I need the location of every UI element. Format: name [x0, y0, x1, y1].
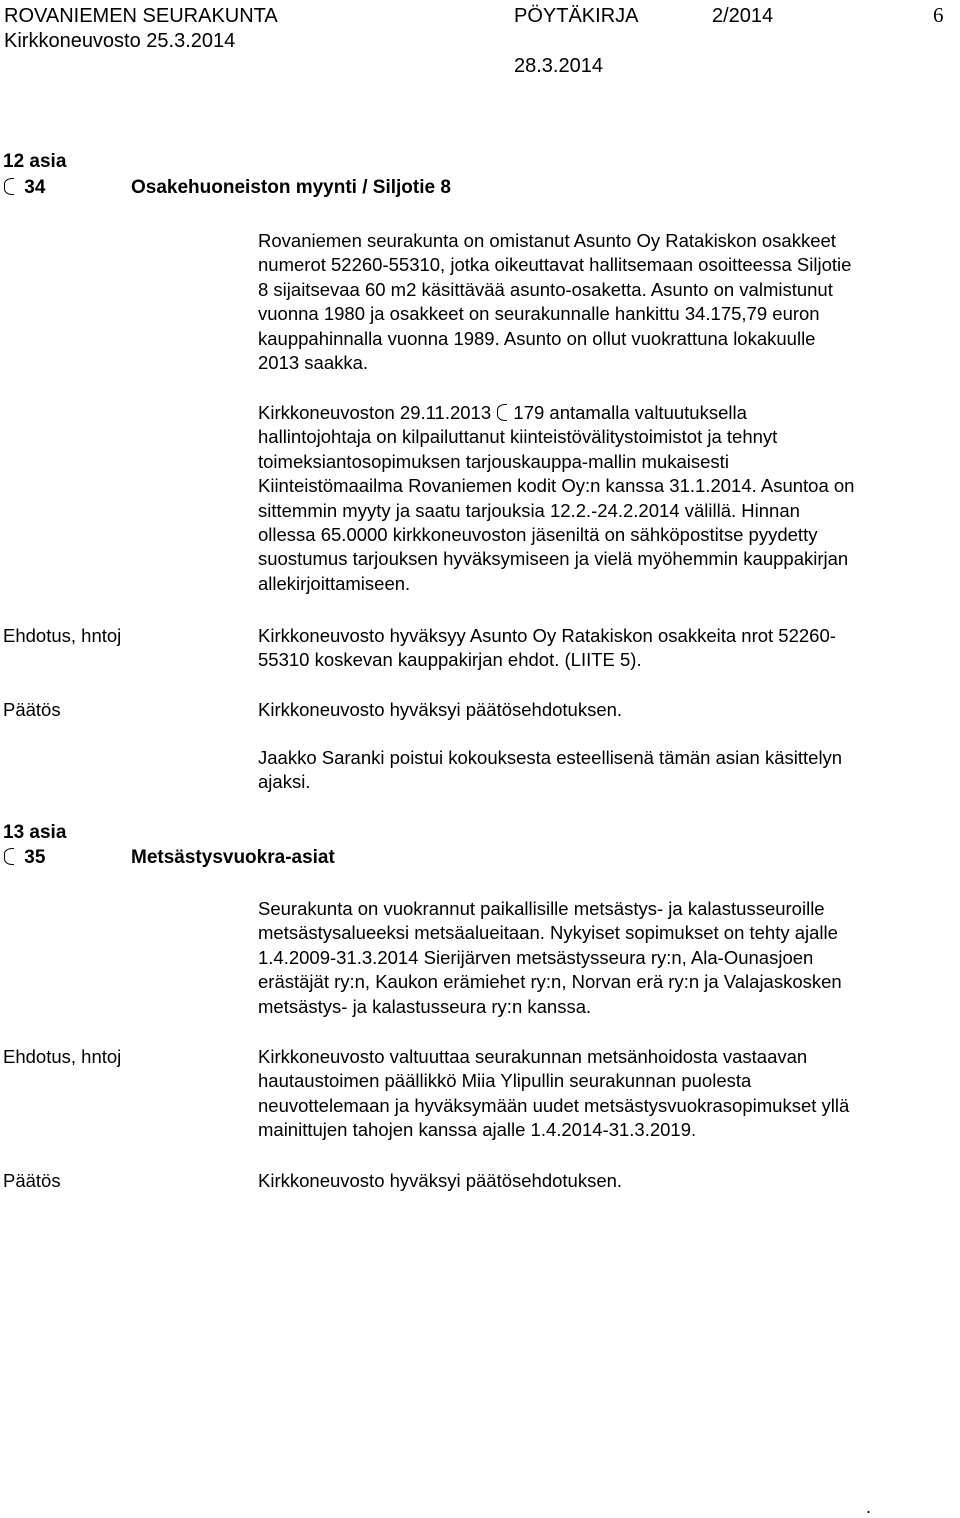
section-13-heading: [3, 846, 45, 870]
section-13-paragraph-1: [258, 897, 948, 1019]
text-line: hautaustoimen päällikkö Miia Ylipullin seurakunnan puolesta: [258, 1070, 752, 1092]
text-line: Kiinteistömaailma Rovaniemen kodit Oy:n kanssa 31.1.2014. Asuntoa on: [258, 475, 855, 497]
section-symbol-icon: [496, 403, 508, 421]
section-12-asia: 12 asia: [3, 151, 67, 172]
text-line: erästäjät ry:n, Kaukon erämiehet ry:n, Norvan erä ry:n ja Valajaskosken: [258, 971, 842, 993]
header-organization: ROVANIEMEN SEURAKUNTA: [4, 5, 278, 27]
text-line: ajaksi.: [258, 771, 311, 793]
proposal-label: Ehdotus, hntoj: [3, 1046, 122, 1067]
section-13-decision: Kirkkoneuvosto hyväksyi päätösehdotuksen.: [258, 1170, 623, 1191]
text-line: sittemmin myyty ja saatu tarjouksia 12.2.-24.2.2014 välillä. Hinnan: [258, 499, 800, 521]
text-line: kauppahinnalla vuonna 1989. Asunto on ollut vuokrattuna lokakuulle: [258, 327, 816, 349]
header-doc-type: PÖYTÄKIRJA: [514, 5, 639, 27]
text-line: allekirjoittamiseen.: [258, 572, 411, 594]
decision-label: Päätös: [3, 699, 61, 720]
text-line: Jaakko Saranki poistui kokouksesta esteellisenä tämän asian käsittelyn: [258, 747, 843, 768]
text-line: hallintojohtaja on kilpailuttanut kiinteistövälitystoimistot ja tehnyt: [258, 426, 778, 448]
header-doc-number: 2/2014: [712, 5, 774, 27]
section-13-title: Metsästysvuokra-asiat: [131, 847, 335, 868]
section-symbol-icon: [3, 847, 15, 865]
text-line: Rovaniemen seurakunta on omistanut Asunto Oy Ratakiskon osakkeet: [258, 230, 836, 251]
section-12-proposal: [258, 624, 948, 673]
section-12-note: [258, 746, 948, 795]
text-line: [258, 401, 948, 425]
header-date: 28.3.2014: [514, 55, 603, 77]
section-12-decision: Kirkkoneuvosto hyväksyi päätösehdotuksen.: [258, 699, 623, 720]
header-page-number: 6: [933, 3, 944, 27]
section-12-number: 34: [24, 177, 46, 198]
text-line: 1.4.2009-31.3.2014 Sierijärven metsästysseura ry:n, Ala-Ounasjoen: [258, 946, 814, 968]
section-symbol-icon: [3, 177, 15, 195]
text-line: Seurakunta on vuokrannut paikallisille metsästys- ja kalastusseuroille: [258, 898, 825, 919]
text-line: mainittujen tahojen kanssa ajalle 1.4.2014-31.3.2019.: [258, 1119, 697, 1141]
section-12-heading: [3, 176, 45, 200]
text-line: ollessa 65.0000 kirkkoneuvoston jäseniltä on sähköpostitse pyydetty: [258, 524, 818, 546]
text-line: 55310 koskevan kauppakirjan ehdot. (LIITE 5).: [258, 649, 642, 671]
reference-text-cont: 179 antamalla valtuutuksella: [513, 402, 747, 423]
text-line: toimeksiantosopimuksen tarjouskauppa-mallin mukaisesti: [258, 450, 729, 472]
section-12-paragraph-1: [258, 229, 948, 375]
section-12-paragraph-2: [258, 401, 948, 596]
text-line: metsästys- ja kalastusseura ry:n kanssa.: [258, 995, 592, 1017]
proposal-label: Ehdotus, hntoj: [3, 625, 122, 646]
header-meeting: Kirkkoneuvosto 25.3.2014: [4, 30, 236, 52]
text-line: Kirkkoneuvosto hyväksyy Asunto Oy Ratakiskon osakkeita nrot 52260-: [258, 625, 836, 646]
text-line: neuvottelemaan ja hyväksymään uudet metsästysvuokrasopimukset yllä: [258, 1094, 850, 1116]
text-line: 8 sijaitsevaa 60 m2 käsittävää asunto-osaketta. Asunto on valmistunut: [258, 278, 833, 300]
decision-label: Päätös: [3, 1170, 61, 1191]
text-line: suostumus tarjouksen hyväksymiseen ja vielä myöhemmin kauppakirjan: [258, 548, 849, 570]
section-13-proposal: [258, 1045, 948, 1143]
text-line: 2013 saakka.: [258, 352, 369, 374]
text-line: vuonna 1980 ja osakkeet on seurakunnalle hankittu 34.175,79 euron: [258, 303, 820, 325]
section-12-title: Osakehuoneiston myynti / Siljotie 8: [131, 177, 451, 198]
footer-mark: .: [866, 1497, 872, 1517]
text-line: metsästysalueeksi metsäalueitaan. Nykyiset sopimukset on tehty ajalle: [258, 922, 838, 944]
reference-text: Kirkkoneuvoston 29.11.2013: [258, 402, 492, 423]
section-13-number: 35: [24, 847, 46, 868]
section-13-asia: 13 asia: [3, 822, 67, 843]
text-line: Kirkkoneuvosto valtuuttaa seurakunnan metsänhoidosta vastaavan: [258, 1046, 808, 1067]
text-line: numerot 52260-55310, jotka oikeuttavat hallitsemaan osoitteessa Siljotie: [258, 254, 852, 276]
